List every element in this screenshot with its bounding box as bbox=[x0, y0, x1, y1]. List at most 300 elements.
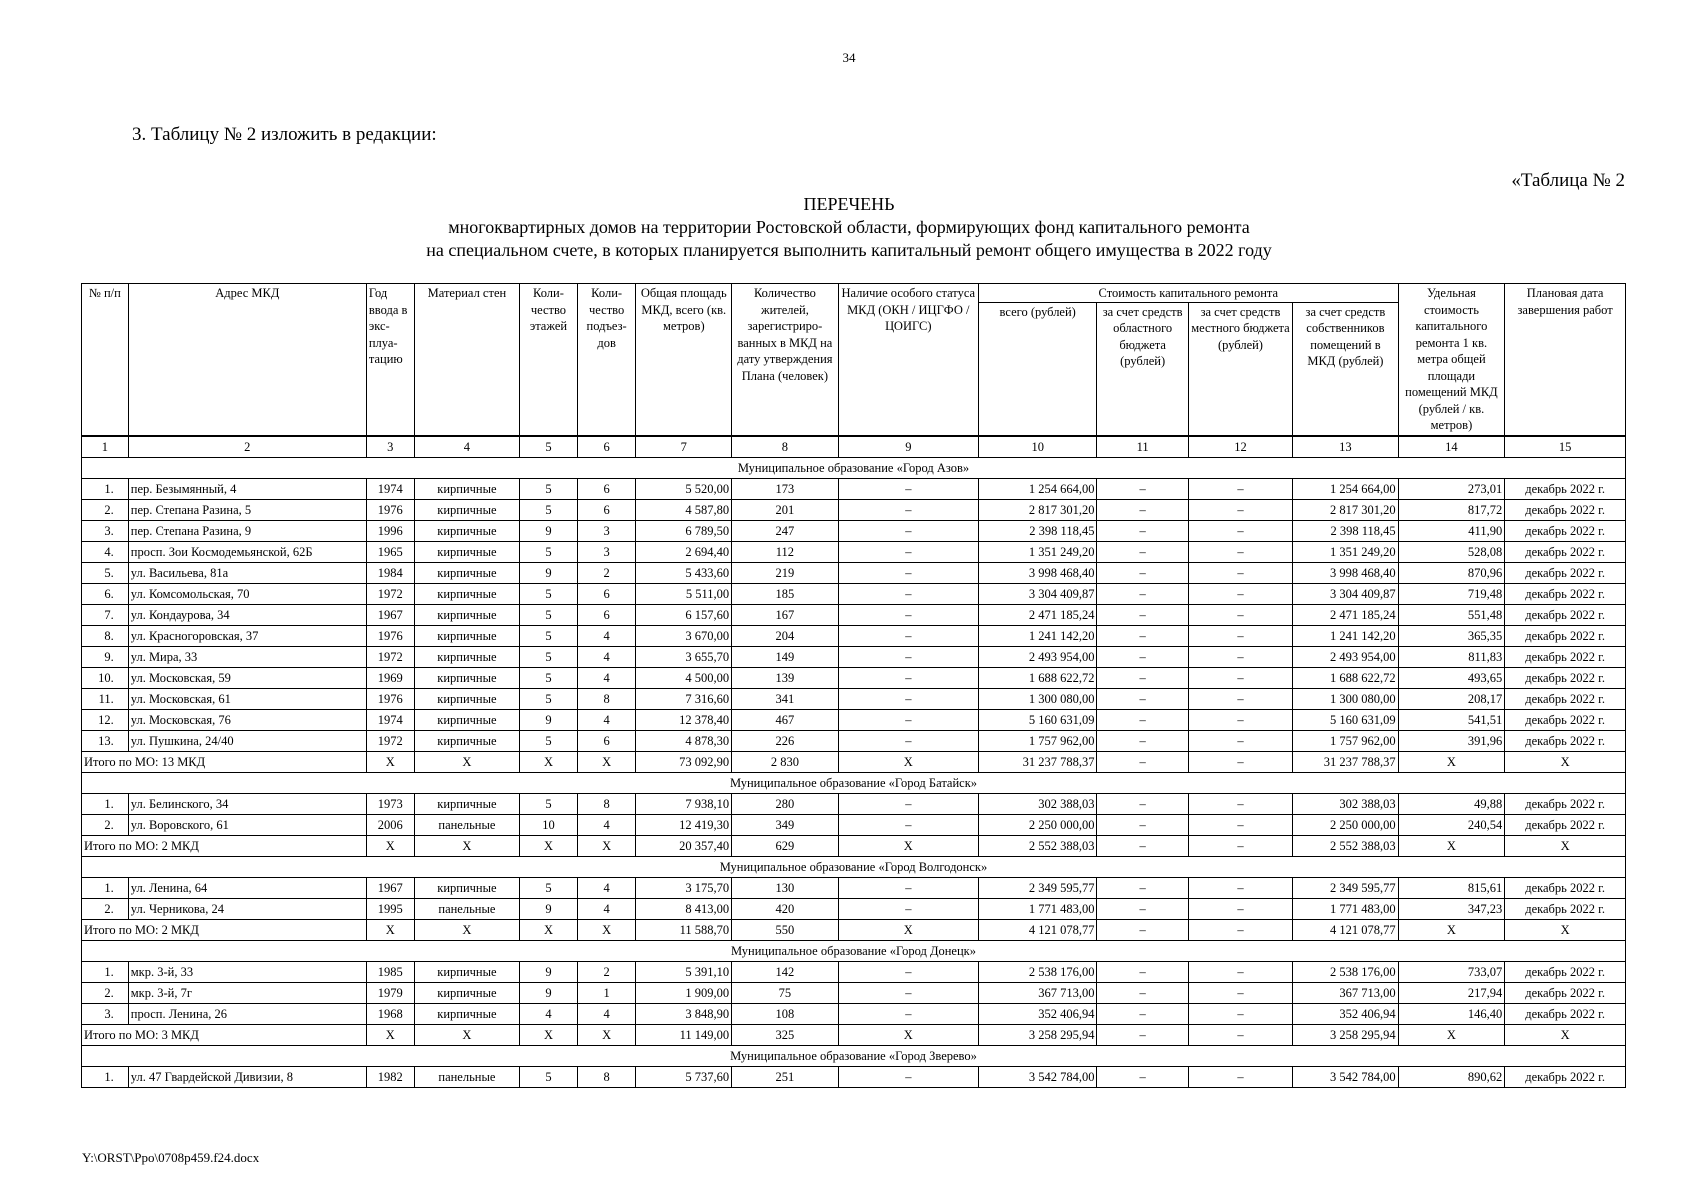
table-cell: – bbox=[838, 815, 978, 836]
table-cell: X bbox=[366, 836, 414, 857]
column-number: 11 bbox=[1097, 436, 1188, 458]
section-title-row bbox=[82, 857, 1626, 878]
section-title: Муниципальное образование «Город Зверево» bbox=[82, 1046, 1626, 1067]
table-cell: 5 bbox=[520, 689, 578, 710]
table-cell: 251 bbox=[732, 1067, 839, 1088]
table-cell: 280 bbox=[732, 794, 839, 815]
table-cell: ул. Ленина, 64 bbox=[128, 878, 366, 899]
table-cell: – bbox=[1188, 836, 1292, 857]
col-header-wall-material: Материал стен bbox=[414, 284, 519, 437]
table-cell: ул. Кондаурова, 34 bbox=[128, 605, 366, 626]
table-cell: кирпичные bbox=[414, 668, 519, 689]
table-cell: 2. bbox=[82, 815, 129, 836]
table-cell: декабрь 2022 г. bbox=[1505, 815, 1626, 836]
table-cell: 811,83 bbox=[1398, 647, 1505, 668]
table-cell: 3 998 468,40 bbox=[1293, 563, 1399, 584]
table-cell: декабрь 2022 г. bbox=[1505, 710, 1626, 731]
table-cell: кирпичные bbox=[414, 1004, 519, 1025]
table-cell: X bbox=[1398, 752, 1505, 773]
table-cell: кирпичные bbox=[414, 605, 519, 626]
table-cell: X bbox=[838, 1025, 978, 1046]
table-cell: – bbox=[1188, 668, 1292, 689]
column-number: 5 bbox=[520, 436, 578, 458]
table-row bbox=[82, 647, 1626, 668]
table-cell: 2 552 388,03 bbox=[978, 836, 1097, 857]
table-cell: X bbox=[577, 752, 636, 773]
table-cell: – bbox=[838, 521, 978, 542]
table-cell: 5 160 631,09 bbox=[1293, 710, 1399, 731]
table-cell: – bbox=[1188, 899, 1292, 920]
table-cell: 5 391,10 bbox=[636, 962, 732, 983]
table-cell: 4 bbox=[577, 668, 636, 689]
table-row bbox=[82, 521, 1626, 542]
col-header-number: № п/п bbox=[82, 284, 129, 437]
table-cell: – bbox=[1188, 500, 1292, 521]
table-cell: 1968 bbox=[366, 1004, 414, 1025]
table-cell: X bbox=[1505, 836, 1626, 857]
table-cell: 2 817 301,20 bbox=[1293, 500, 1399, 521]
table-cell: 1982 bbox=[366, 1067, 414, 1088]
table-cell: 5 bbox=[520, 1067, 578, 1088]
table-cell: – bbox=[1188, 752, 1292, 773]
table-cell: – bbox=[1097, 899, 1188, 920]
table-cell: – bbox=[1188, 1004, 1292, 1025]
table-cell: 12 419,30 bbox=[636, 815, 732, 836]
table-cell: 1 254 664,00 bbox=[1293, 479, 1399, 500]
table-cell: 302 388,03 bbox=[978, 794, 1097, 815]
col-header-residents: Количество жителей, зарегистриро-ванных в МКД на дату утверждения Плана (человек) bbox=[732, 284, 839, 437]
table-cell: ул. Белинского, 34 bbox=[128, 794, 366, 815]
table-cell: – bbox=[1097, 710, 1188, 731]
section-title: Муниципальное образование «Город Азов» bbox=[82, 458, 1626, 479]
table-cell: декабрь 2022 г. bbox=[1505, 983, 1626, 1004]
table-cell: 6 157,60 bbox=[636, 605, 732, 626]
table-cell: 2 552 388,03 bbox=[1293, 836, 1399, 857]
table-cell: – bbox=[838, 962, 978, 983]
table-cell: 4 bbox=[577, 647, 636, 668]
table-cell: 2 830 bbox=[732, 752, 839, 773]
table-cell: X bbox=[520, 836, 578, 857]
table-row bbox=[82, 605, 1626, 626]
table-cell: ул. Пушкина, 24/40 bbox=[128, 731, 366, 752]
table-cell: 367 713,00 bbox=[978, 983, 1097, 1004]
table-cell: 73 092,90 bbox=[636, 752, 732, 773]
table-cell: кирпичные bbox=[414, 794, 519, 815]
table-cell: – bbox=[1188, 563, 1292, 584]
table-cell: X bbox=[577, 836, 636, 857]
table-cell: 3 258 295,94 bbox=[978, 1025, 1097, 1046]
table-cell: ул. Мира, 33 bbox=[128, 647, 366, 668]
table-cell: 1976 bbox=[366, 626, 414, 647]
total-label: Итого по МО: 13 МКД bbox=[82, 752, 367, 773]
section-title-row bbox=[82, 773, 1626, 794]
table-cell: 4. bbox=[82, 542, 129, 563]
table-row bbox=[82, 1004, 1626, 1025]
table-cell: X bbox=[414, 836, 519, 857]
section-title-row bbox=[82, 941, 1626, 962]
table-cell: 7 938,10 bbox=[636, 794, 732, 815]
table-cell: 204 bbox=[732, 626, 839, 647]
table-cell: 75 bbox=[732, 983, 839, 1004]
table-cell: – bbox=[1097, 1004, 1188, 1025]
table-cell: 2 398 118,45 bbox=[978, 521, 1097, 542]
table-cell: X bbox=[366, 920, 414, 941]
buildings-table bbox=[81, 283, 1626, 1088]
table-cell: 2 398 118,45 bbox=[1293, 521, 1399, 542]
table-cell: декабрь 2022 г. bbox=[1505, 794, 1626, 815]
table-cell: 493,65 bbox=[1398, 668, 1505, 689]
total-row bbox=[82, 752, 1626, 773]
table-cell: кирпичные bbox=[414, 626, 519, 647]
section-title-row bbox=[82, 1046, 1626, 1067]
table-cell: 817,72 bbox=[1398, 500, 1505, 521]
table-cell: 719,48 bbox=[1398, 584, 1505, 605]
table-cell: – bbox=[1097, 878, 1188, 899]
table-cell: 9. bbox=[82, 647, 129, 668]
table-cell: 3 304 409,87 bbox=[978, 584, 1097, 605]
table-cell: 1 bbox=[577, 983, 636, 1004]
table-cell: 1979 bbox=[366, 983, 414, 1004]
table-cell: кирпичные bbox=[414, 542, 519, 563]
table-cell: – bbox=[1188, 584, 1292, 605]
table-cell: – bbox=[838, 563, 978, 584]
table-cell: – bbox=[1097, 626, 1188, 647]
table-cell: ул. Красногоровская, 37 bbox=[128, 626, 366, 647]
col-header-special-status: Наличие особого статуса МКД (ОКН / ИЦГФО / ЦОИГС) bbox=[838, 284, 978, 437]
column-number: 10 bbox=[978, 436, 1097, 458]
table-row bbox=[82, 731, 1626, 752]
table-row bbox=[82, 668, 1626, 689]
table-cell: 4 878,30 bbox=[636, 731, 732, 752]
table-cell: 6 bbox=[577, 500, 636, 521]
table-cell: – bbox=[838, 983, 978, 1004]
table-cell: 217,94 bbox=[1398, 983, 1505, 1004]
table-cell: 1 300 080,00 bbox=[978, 689, 1097, 710]
table-cell: X bbox=[520, 920, 578, 941]
table-cell: – bbox=[838, 878, 978, 899]
table-cell: ул. Московская, 59 bbox=[128, 668, 366, 689]
total-row bbox=[82, 836, 1626, 857]
table-cell: ул. Черникова, 24 bbox=[128, 899, 366, 920]
table-cell: 12. bbox=[82, 710, 129, 731]
table-cell: – bbox=[838, 1067, 978, 1088]
table-cell: декабрь 2022 г. bbox=[1505, 542, 1626, 563]
table-cell: X bbox=[1398, 920, 1505, 941]
table-cell: 1. bbox=[82, 479, 129, 500]
table-cell: – bbox=[1188, 647, 1292, 668]
table-cell: декабрь 2022 г. bbox=[1505, 878, 1626, 899]
column-number: 2 bbox=[128, 436, 366, 458]
table-cell: 551,48 bbox=[1398, 605, 1505, 626]
heading-title: ПЕРЕЧЕНЬ bbox=[803, 194, 895, 214]
table-cell: панельные bbox=[414, 899, 519, 920]
table-cell: 2. bbox=[82, 899, 129, 920]
table-cell: 4 121 078,77 bbox=[978, 920, 1097, 941]
column-number: 9 bbox=[838, 436, 978, 458]
table-cell: 467 bbox=[732, 710, 839, 731]
section-title: Муниципальное образование «Город Донецк» bbox=[82, 941, 1626, 962]
heading-line-2: на специальном счете, в которых планируется выполнить капитальный ремонт общего имущества в 2022 году bbox=[426, 240, 1272, 260]
table-cell: 8 413,00 bbox=[636, 899, 732, 920]
table-cell: 1984 bbox=[366, 563, 414, 584]
table-cell: – bbox=[1097, 752, 1188, 773]
table-cell: X bbox=[366, 752, 414, 773]
table-cell: 1974 bbox=[366, 710, 414, 731]
table-cell: 4 500,00 bbox=[636, 668, 732, 689]
table-cell: – bbox=[1188, 542, 1292, 563]
table-cell: 352 406,94 bbox=[1293, 1004, 1399, 1025]
table-row bbox=[82, 878, 1626, 899]
table-row bbox=[82, 563, 1626, 584]
table-cell: 3 670,00 bbox=[636, 626, 732, 647]
table-cell: 1976 bbox=[366, 500, 414, 521]
table-cell: – bbox=[1188, 962, 1292, 983]
table-cell: – bbox=[838, 584, 978, 605]
table-cell: декабрь 2022 г. bbox=[1505, 479, 1626, 500]
table-cell: 4 587,80 bbox=[636, 500, 732, 521]
table-cell: 420 bbox=[732, 899, 839, 920]
table-cell: X bbox=[414, 920, 519, 941]
table-cell: 1973 bbox=[366, 794, 414, 815]
table-cell: X bbox=[577, 920, 636, 941]
table-cell: 108 bbox=[732, 1004, 839, 1025]
total-label: Итого по МО: 2 МКД bbox=[82, 920, 367, 941]
table-cell: 7. bbox=[82, 605, 129, 626]
table-cell: 1985 bbox=[366, 962, 414, 983]
table-cell: 9 bbox=[520, 521, 578, 542]
table-row bbox=[82, 710, 1626, 731]
table-cell: 226 bbox=[732, 731, 839, 752]
table-cell: 4 bbox=[577, 1004, 636, 1025]
table-cell: декабрь 2022 г. bbox=[1505, 626, 1626, 647]
table-cell: 2 493 954,00 bbox=[1293, 647, 1399, 668]
table-cell: 2 471 185,24 bbox=[1293, 605, 1399, 626]
table-cell: – bbox=[1097, 605, 1188, 626]
file-path-footer: Y:\ORST\Ppo\0708p459.f24.docx bbox=[82, 1150, 260, 1165]
table-cell: ул. Васильева, 81а bbox=[128, 563, 366, 584]
table-cell: 2 bbox=[577, 563, 636, 584]
table-cell: пер. Степана Разина, 9 bbox=[128, 521, 366, 542]
table-cell: 349 bbox=[732, 815, 839, 836]
table-cell: кирпичные bbox=[414, 584, 519, 605]
table-cell: 1 771 483,00 bbox=[1293, 899, 1399, 920]
table-cell: 5 bbox=[520, 878, 578, 899]
table-cell: 1967 bbox=[366, 878, 414, 899]
table-cell: – bbox=[838, 689, 978, 710]
table-cell: – bbox=[1188, 521, 1292, 542]
table-cell: мкр. 3-й, 7г bbox=[128, 983, 366, 1004]
table-row bbox=[82, 983, 1626, 1004]
table-cell: 1 909,00 bbox=[636, 983, 732, 1004]
table-cell: ул. Московская, 76 bbox=[128, 710, 366, 731]
table-cell: 2 349 595,77 bbox=[1293, 878, 1399, 899]
table-cell: 10 bbox=[520, 815, 578, 836]
table-cell: кирпичные bbox=[414, 710, 519, 731]
table-cell: 2 250 000,00 bbox=[1293, 815, 1399, 836]
table-cell: 5. bbox=[82, 563, 129, 584]
table-cell: – bbox=[1097, 668, 1188, 689]
intro-text: 3. Таблицу № 2 изложить в редакции: bbox=[132, 124, 437, 145]
table-cell: 2 538 176,00 bbox=[978, 962, 1097, 983]
table-cell: – bbox=[1188, 710, 1292, 731]
table-cell: 1. bbox=[82, 794, 129, 815]
table-cell: 391,96 bbox=[1398, 731, 1505, 752]
table-cell: кирпичные bbox=[414, 689, 519, 710]
table-cell: 367 713,00 bbox=[1293, 983, 1399, 1004]
table-cell: 8. bbox=[82, 626, 129, 647]
table-cell: ул. 47 Гвардейской Дивизии, 8 bbox=[128, 1067, 366, 1088]
table-cell: 8 bbox=[577, 794, 636, 815]
table-cell: декабрь 2022 г. bbox=[1505, 521, 1626, 542]
table-cell: 1 757 962,00 bbox=[978, 731, 1097, 752]
total-row bbox=[82, 920, 1626, 941]
total-row bbox=[82, 1025, 1626, 1046]
table-cell: 6 bbox=[577, 479, 636, 500]
section-title-row bbox=[82, 458, 1626, 479]
table-row bbox=[82, 479, 1626, 500]
table-cell: 1. bbox=[82, 962, 129, 983]
table-cell: 3 998 468,40 bbox=[978, 563, 1097, 584]
table-cell: – bbox=[1097, 500, 1188, 521]
table-cell: 2 694,40 bbox=[636, 542, 732, 563]
table-cell: 2006 bbox=[366, 815, 414, 836]
table-cell: – bbox=[1188, 626, 1292, 647]
table-row bbox=[82, 500, 1626, 521]
table-cell: 130 bbox=[732, 878, 839, 899]
table-cell: кирпичные bbox=[414, 878, 519, 899]
table-cell: декабрь 2022 г. bbox=[1505, 962, 1626, 983]
table-cell: просп. Зои Космодемьянской, 62Б bbox=[128, 542, 366, 563]
column-number: 14 bbox=[1398, 436, 1505, 458]
table-cell: кирпичные bbox=[414, 962, 519, 983]
table-row bbox=[82, 962, 1626, 983]
page-number: 34 bbox=[842, 50, 856, 65]
table-cell: 1 254 664,00 bbox=[978, 479, 1097, 500]
table-cell: 247 bbox=[732, 521, 839, 542]
table-cell: – bbox=[1097, 836, 1188, 857]
table-cell: 1976 bbox=[366, 689, 414, 710]
table-cell: 5 433,60 bbox=[636, 563, 732, 584]
table-cell: – bbox=[1188, 920, 1292, 941]
table-cell: 2 538 176,00 bbox=[1293, 962, 1399, 983]
table-cell: – bbox=[838, 668, 978, 689]
table-cell: панельные bbox=[414, 815, 519, 836]
table-cell: 12 378,40 bbox=[636, 710, 732, 731]
col-header-year: Год ввода в экс-плуа-тацию bbox=[366, 284, 414, 437]
table-cell: 11 588,70 bbox=[636, 920, 732, 941]
table-cell: 890,62 bbox=[1398, 1067, 1505, 1088]
table-cell: 352 406,94 bbox=[978, 1004, 1097, 1025]
table-cell: – bbox=[1097, 920, 1188, 941]
table-cell: – bbox=[1097, 479, 1188, 500]
table-cell: – bbox=[838, 542, 978, 563]
col-header-cost-total: всего (рублей) bbox=[978, 302, 1097, 436]
table-cell: 5 bbox=[520, 584, 578, 605]
table-cell: ул. Комсомольская, 70 bbox=[128, 584, 366, 605]
table-cell: 3. bbox=[82, 521, 129, 542]
table-cell: 6 bbox=[577, 584, 636, 605]
total-label: Итого по МО: 3 МКД bbox=[82, 1025, 367, 1046]
table-cell: 1 241 142,20 bbox=[978, 626, 1097, 647]
table-cell: – bbox=[1097, 689, 1188, 710]
table-cell: 139 bbox=[732, 668, 839, 689]
table-cell: декабрь 2022 г. bbox=[1505, 647, 1626, 668]
section-title: Муниципальное образование «Город Волгодонск» bbox=[82, 857, 1626, 878]
table-cell: 1965 bbox=[366, 542, 414, 563]
table-cell: 5 bbox=[520, 626, 578, 647]
table-cell: 219 bbox=[732, 563, 839, 584]
table-cell: 4 bbox=[577, 878, 636, 899]
table-cell: – bbox=[1097, 647, 1188, 668]
table-cell: кирпичные bbox=[414, 500, 519, 521]
table-cell: – bbox=[838, 605, 978, 626]
column-number: 1 bbox=[82, 436, 129, 458]
table-row bbox=[82, 689, 1626, 710]
table-cell: X bbox=[1505, 920, 1626, 941]
table-cell: X bbox=[838, 752, 978, 773]
table-cell: декабрь 2022 г. bbox=[1505, 584, 1626, 605]
col-header-cost-local: за счет средств местного бюджета (рублей) bbox=[1188, 302, 1292, 436]
table-cell: X bbox=[838, 836, 978, 857]
table-cell: 9 bbox=[520, 983, 578, 1004]
table-cell: 2 471 185,24 bbox=[978, 605, 1097, 626]
table-cell: 3 542 784,00 bbox=[1293, 1067, 1399, 1088]
table-cell: 5 bbox=[520, 794, 578, 815]
table-cell: просп. Ленина, 26 bbox=[128, 1004, 366, 1025]
column-number: 13 bbox=[1293, 436, 1399, 458]
table-cell: 167 bbox=[732, 605, 839, 626]
table-cell: X bbox=[520, 752, 578, 773]
table-cell: 4 bbox=[520, 1004, 578, 1025]
table-cell: 3. bbox=[82, 1004, 129, 1025]
table-cell: – bbox=[838, 899, 978, 920]
table-cell: кирпичные bbox=[414, 479, 519, 500]
table-cell: 4 bbox=[577, 626, 636, 647]
table-cell: 3 542 784,00 bbox=[978, 1067, 1097, 1088]
column-number: 4 bbox=[414, 436, 519, 458]
table-cell: – bbox=[838, 500, 978, 521]
column-number: 12 bbox=[1188, 436, 1292, 458]
table-cell: 4 bbox=[577, 710, 636, 731]
table-cell: декабрь 2022 г. bbox=[1505, 689, 1626, 710]
table-cell: 6 bbox=[577, 731, 636, 752]
table-cell: 3 175,70 bbox=[636, 878, 732, 899]
col-header-floors: Коли-чество этажей bbox=[520, 284, 578, 437]
table-cell: – bbox=[1097, 521, 1188, 542]
col-header-cost-group: Стоимость капитального ремонта bbox=[978, 284, 1398, 303]
table-cell: – bbox=[1188, 689, 1292, 710]
col-header-address: Адрес МКД bbox=[128, 284, 366, 437]
table-cell: 173 bbox=[732, 479, 839, 500]
table-cell: 1972 bbox=[366, 647, 414, 668]
table-cell: – bbox=[838, 626, 978, 647]
table-cell: 49,88 bbox=[1398, 794, 1505, 815]
table-cell: – bbox=[1097, 983, 1188, 1004]
table-cell: 1995 bbox=[366, 899, 414, 920]
column-number: 6 bbox=[577, 436, 636, 458]
table-cell: 629 bbox=[732, 836, 839, 857]
table-cell: 13. bbox=[82, 731, 129, 752]
column-number: 3 bbox=[366, 436, 414, 458]
table-row bbox=[82, 794, 1626, 815]
table-cell: – bbox=[1097, 584, 1188, 605]
table-cell: декабрь 2022 г. bbox=[1505, 500, 1626, 521]
table-cell: 5 bbox=[520, 500, 578, 521]
table-cell: – bbox=[1097, 731, 1188, 752]
table-cell: – bbox=[1188, 983, 1292, 1004]
table-cell: – bbox=[1097, 1067, 1188, 1088]
table-cell: – bbox=[1097, 563, 1188, 584]
